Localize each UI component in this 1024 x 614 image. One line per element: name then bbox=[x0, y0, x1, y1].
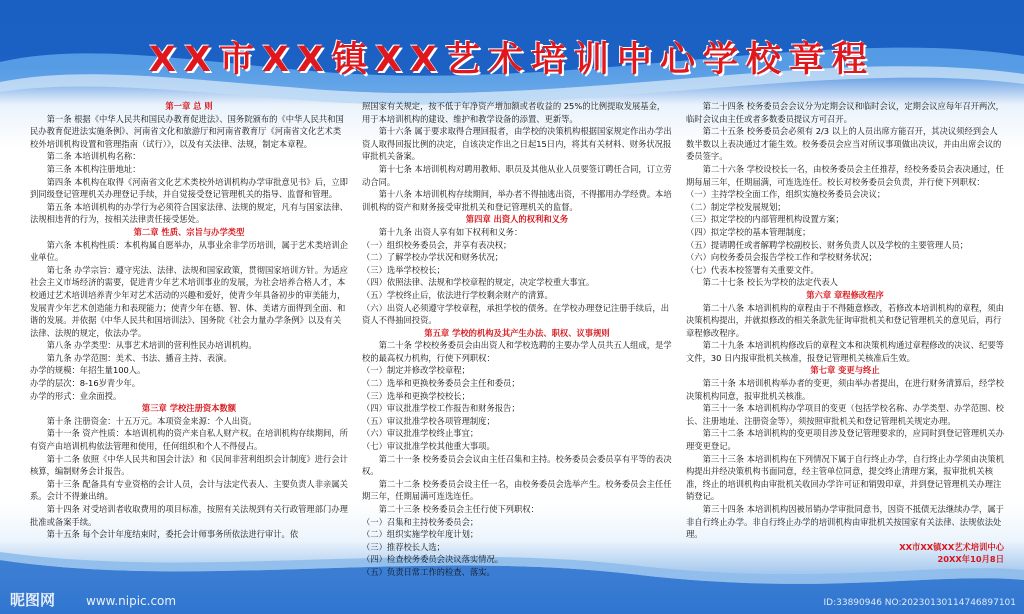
chapter-heading: 第四章 出资人的权利和义务 bbox=[465, 214, 569, 225]
chapter-heading: 第二章 性质、宗旨与办学类型 bbox=[133, 226, 245, 237]
signature-line: XX市XX镇XX艺术培训中心 bbox=[899, 541, 1004, 552]
article-paragraph: （六）向校务委员会报告学校工作和学校财务状况； bbox=[686, 252, 877, 263]
article-paragraph: （二）了解学校办学状况和财务状况； bbox=[362, 252, 504, 263]
article-paragraph: （三）推荐校长人选； bbox=[362, 541, 445, 552]
article-paragraph: 第四条 本机构在取得《河南省文化艺术类校外培训机构办学审批意见书》后，立即到同级登记管理机关办理登记手续，并自觉接受登记管理机关的指导、监督和管理。 bbox=[30, 176, 348, 200]
article-paragraph: 第二十九条 本培训机构修改后的章程文本和决策机构通过章程修改的决议、纪要等文件，30 日内报审批机关核准，报登记管理机关核准后生效。 bbox=[686, 340, 1004, 363]
article-paragraph: （四）拟定学校的基本管理制度； bbox=[686, 226, 811, 237]
chapter-heading: 第三章 学校注册资本数额 bbox=[141, 403, 237, 414]
signature-line: 20XX年10月8日 bbox=[937, 554, 1004, 565]
article-paragraph: 第十一条 资产性质：本培训机构的资产来自私人财产权。在培训机构存续期间，所有资产由培训机构依法管理和使用，任何组织和个人不得侵占。 bbox=[30, 428, 348, 452]
article-paragraph: 办学的规模：年招生量100人。 bbox=[30, 365, 146, 376]
article-paragraph: 第二十一条 校务委员会会议由主任召集和主持。校务委员会委员享有平等的表决权。 bbox=[362, 453, 672, 477]
column-left bbox=[30, 100, 348, 541]
article-paragraph: 第十九条 出资人享有如下权利和义务： bbox=[378, 226, 523, 237]
article-paragraph: 第十条 注册资金：十五万元。本项资金来源：个人出资。 bbox=[46, 415, 257, 426]
article-paragraph: 第二十六条 学校设校长一名，由校务委员会主任推荐，经校务委员会表决通过，任期每届三年，任期届满，可连选连任。校长对校务委员会负责，并行使下列职权： bbox=[686, 163, 1004, 187]
article-paragraph: 第三十二条 本培训机构的变更项目涉及登记管理要求的，应同时到登记管理机关办理变更登记。 bbox=[686, 428, 1004, 452]
article-paragraph: 第二十八条 本培训机构的章程由于不得随意修改，若修改本培训机构的章程，须由决策机构提出，并就拟修改的相关条款先征询审批机关和登记管理机关的意见后，再行章程修改程序。 bbox=[686, 302, 1004, 338]
article-paragraph: 第九条 办学范围：美术、书法、播音主持、表演。 bbox=[46, 352, 232, 363]
article-paragraph: 第一条 根据《中华人民共和国民办教育促进法》、国务院颁布的《中华人民共和国民办教育促进法实施条例》、河南省文化和旅游厅和河南省教育厅《河南省文化艺术类校外培训机构设置和管理指南（试行）》，以及有关法律、法规，制定本章程。 bbox=[30, 113, 344, 149]
article-paragraph: 第十五条 每个会计年度结束时，委托会计师事务所依法进行审计。依 bbox=[46, 529, 299, 540]
article-paragraph: （五）学校终止后，依法进行学校剩余财产的清算。 bbox=[362, 289, 553, 300]
article-paragraph: （二）选举和更换校务委员会主任和委员； bbox=[362, 378, 520, 389]
article-paragraph: （一）制定并修改学校章程； bbox=[362, 365, 470, 376]
article-paragraph: （三）拟定学校的内部管理机构设置方案； bbox=[686, 214, 844, 225]
article-paragraph: （四）依照法律、法规和学校章程的规定，决定学校重大事宜。 bbox=[362, 277, 595, 288]
article-paragraph: 第七条 办学宗旨：遵守宪法、法律、法规和国家政策，贯彻国家培训方针。为适应社会主义市场经济的需要，促进青少年艺术培训事业的发展，为社会培养合格人才，本校通过艺术培训培养青少年对艺术活动的兴趣和爱好，使青少年具备初步的审美能力，发展青少年艺术创造能力和表现能力；使青少年在德、智、体、美诸方面得到全面、和谐的发展。并依据《中华人民共和国培训法》、国务院《社会力量办学条例》以及有关法律、法规的规定，依法办学。 bbox=[30, 264, 348, 338]
chapter-heading: 第五章 学校的机构及其产生办法、职权、议事规则 bbox=[424, 327, 610, 338]
article-paragraph: 第三十三条 本培训机构在下列情况下属于自行终止办学，自行终止办学须由决策机构提出并经决策机构书面同意，经主管单位同意，提交终止清理方案，报审批机关核准，终止的培训机构由审批机关收回办学许可证和销毁印章，并到登记管理机关办理注销登记。 bbox=[686, 453, 1004, 502]
article-paragraph: （一）主持学校全面工作，组织实施校务委员会决议； bbox=[686, 189, 886, 200]
article-paragraph: 第五条 本培训机构的办学行为必须符合国家法律、法规的规定，凡有与国家法律、法规相违背的行为，按相关法律责任接受惩处。 bbox=[30, 201, 348, 225]
watermark-brand: 昵图网 bbox=[10, 591, 56, 609]
article-paragraph: 第二十三条 校务委员会主任行使下列职权： bbox=[378, 504, 539, 514]
article-paragraph: （五）负责日常工作的检查、落实。 bbox=[362, 566, 495, 577]
article-paragraph: 第三十一条 本培训机构办学项目的变更（包括学校名称、办学类型、办学范围、校长、注册地址、注册资金等），须按照审批机关和登记管理机关规定办理。 bbox=[686, 403, 1004, 426]
column-middle bbox=[362, 100, 672, 579]
article-paragraph: （四）审议批准学校工作报告和财务报告； bbox=[362, 403, 520, 414]
article-paragraph: 第六条 本机构性质：本机构属自愿举办，从事业余非学历培训，属于艺术类培训企业单位。 bbox=[30, 239, 348, 263]
page-title: XX市XX镇XX艺术培训中心学校章程 bbox=[149, 40, 875, 80]
article-paragraph: 第三条 本机构注册地址： bbox=[46, 163, 141, 174]
article-paragraph: （五）审议批准学校各项管理制度； bbox=[362, 415, 495, 426]
article-paragraph: （七）审议批准学校其他重大事项。 bbox=[362, 441, 495, 452]
chapter-heading: 第一章 总 则 bbox=[165, 101, 213, 111]
watermark-id: ID:33890946 NO:20230130114746897101 bbox=[823, 598, 1016, 608]
article-paragraph: 第二十七条 校长为学校的法定代表人 bbox=[702, 277, 838, 288]
article-paragraph: （二）制定学校发展规划； bbox=[686, 201, 786, 212]
article-paragraph: （七）代表本校签署有关重要文件。 bbox=[686, 264, 819, 275]
article-paragraph: 第二条 本培训机构名称： bbox=[46, 151, 141, 162]
article-paragraph: 第三十四条 本培训机构因被吊销办学审批同意书，因资不抵债无法继续办学，属于非自行终止办学。非自行终止办学的培训机构由审批机关按国家有关法律、法规依法处理。 bbox=[686, 504, 1004, 540]
article-paragraph: 办学的形式：业余面授。 bbox=[30, 390, 122, 401]
article-paragraph: （五）提请聘任或者解聘学校副校长、财务负责人以及学校的主要管理人员； bbox=[686, 239, 969, 250]
article-paragraph: （六）出资人必须遵守学校章程，承担学校的债务。在学校办理登记注册手续后，出资人不得抽回投资。 bbox=[362, 302, 669, 326]
article-paragraph: （一）召集和主持校务委员会； bbox=[362, 516, 479, 527]
article-paragraph: 第八条 办学类型：从事艺术培训的营利性民办培训机构。 bbox=[46, 340, 257, 351]
chapter-heading: 第六章 章程修改程序 bbox=[806, 289, 884, 300]
article-paragraph: 第十二条 依照《中华人民共和国会计法》和《民间非营利组织会计制度》进行会计核算，编制财务会计报告。 bbox=[30, 453, 348, 477]
article-paragraph: （一）组织校务委员会，并享有表决权； bbox=[362, 239, 512, 250]
article-paragraph: 第十八条 本培训机构存续期间，举办者不得抽逃出资，不得挪用办学经费。本培训机构的资产和财务接受审批机关和登记管理机关的监督。 bbox=[362, 189, 672, 212]
article-paragraph: 第二十二条 校务委员会设主任一名，由校务委员会选举产生。校务委员会主任任期三年，任期届满可连选连任。 bbox=[362, 478, 672, 502]
column-right bbox=[686, 100, 1004, 566]
article-paragraph: 第二十四条 校务委员会会议分为定期会议和临时会议，定期会议应每年召开两次，临时会议由主任或者多数委员提议方可召开。 bbox=[686, 101, 1004, 124]
article-paragraph: 照国家有关规定，按不低于年净资产增加额或者收益的 25%的比例提取发展基金，用于本培训机构的建设、维护和教学设备的添置、更新等。 bbox=[362, 101, 666, 124]
article-paragraph: 第十六条 属于要求取得合理回报者，由学校的决策机构根据国家规定作出办学出资人取得回报比例的决定，自该决定作出之日起15日内，将其有关材料、财务状况报审批机关备案。 bbox=[362, 126, 672, 162]
article-paragraph: 第二十五条 校务委员会必须有 2/3 以上的人员出席方能召开，其决议须经到会人数半数以上表决通过才能生效。校务委员会应当对所议事项做出决议，并由出席会议的委员签字。 bbox=[686, 126, 1002, 162]
article-paragraph: （六）审议批准学校终止事宜； bbox=[362, 428, 479, 439]
article-paragraph: 第十七条 本培训机构对聘用教师、职员及其他从业人员要签订聘任合同，订立劳动合同。 bbox=[362, 163, 672, 187]
article-paragraph: （四）检查校务委员会决议落实情况。 bbox=[362, 554, 504, 565]
article-paragraph: （二）组织实施学校年度计划； bbox=[362, 529, 479, 540]
article-paragraph: 第三十条 本培训机构举办者的变更，须由举办者提出，在进行财务清算后，经学校决策机构同意，报审批机关核准。 bbox=[686, 378, 1004, 401]
watermark-url: www.nipic.com bbox=[86, 594, 177, 608]
article-paragraph: 第十四条 对受培训者收取费用的项目标准，按照有关法规到有关行政管理部门办理批准或备案手续。 bbox=[30, 504, 348, 527]
chapter-heading: 第七章 变更与终止 bbox=[810, 365, 880, 376]
article-paragraph: 办学的层次：8-16岁青少年。 bbox=[30, 378, 141, 389]
article-paragraph: 第二十条 学校校务委员会由出资人和学校选聘的主要办学人员共五人组成，是学校的最高权力机构，行使下列职权： bbox=[362, 340, 672, 363]
article-paragraph: （三）选举和更换学校校长； bbox=[362, 390, 470, 401]
article-paragraph: 第十三条 配备具有专业资格的会计人员，会计与法定代表人、主要负责人非亲属关系。会计不得兼出纳。 bbox=[30, 478, 348, 502]
article-paragraph: （三）选举学校校长； bbox=[362, 264, 445, 275]
